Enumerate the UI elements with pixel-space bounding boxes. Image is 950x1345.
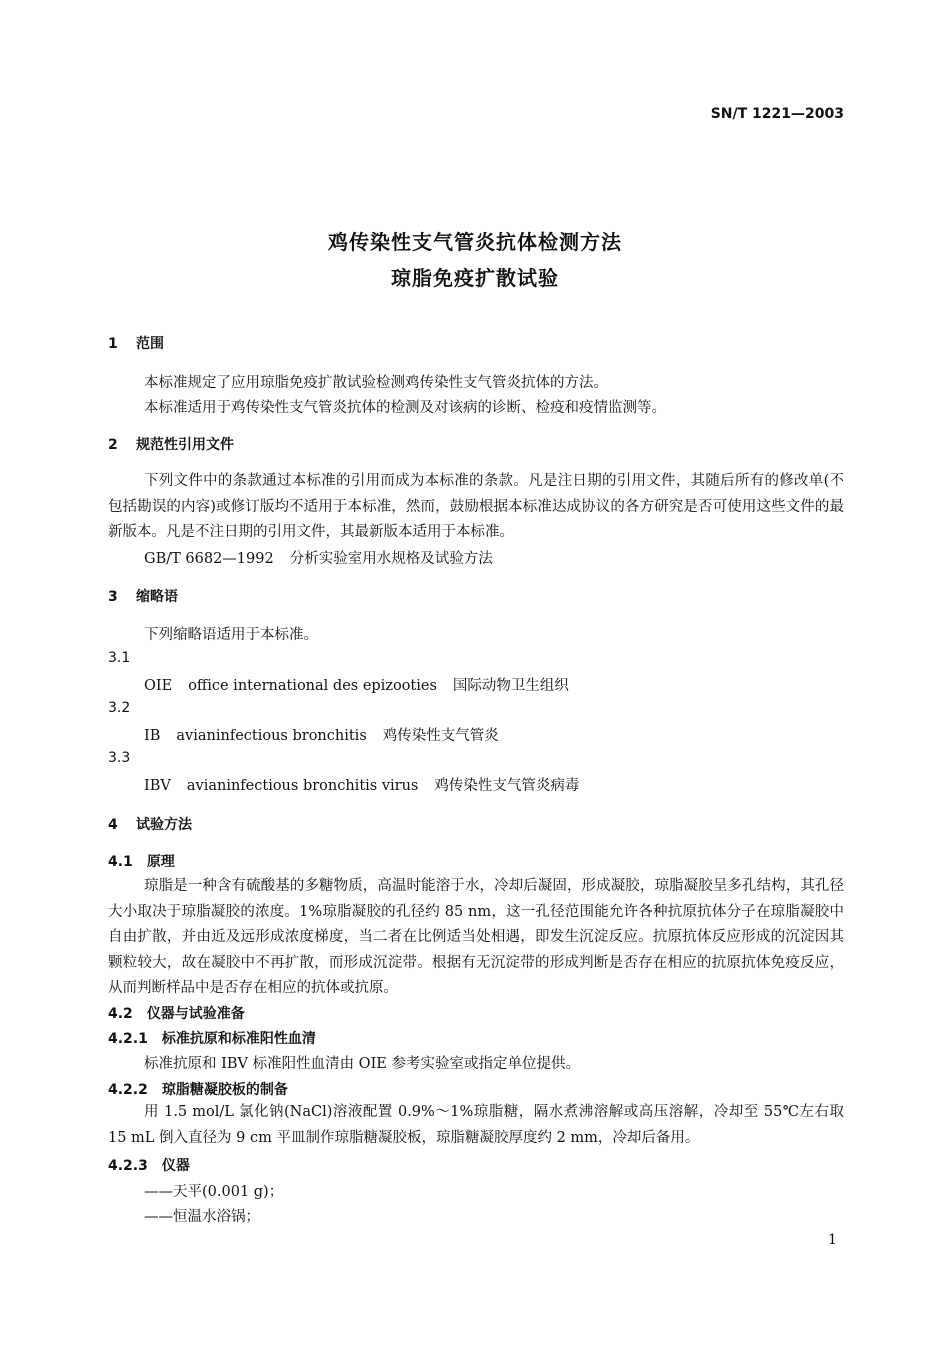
section-number: 3: [108, 589, 118, 605]
paragraph: 下列缩略语适用于本标准。: [144, 627, 318, 643]
section-title: 范围: [136, 336, 164, 352]
clause-title: 仪器: [161, 1158, 190, 1174]
reference-title: 分析实验室用水规格及试验方法: [289, 551, 493, 567]
abbreviation-cn: 鸡传染性支气管炎: [382, 728, 499, 744]
section-number: 1: [108, 336, 118, 352]
list-item: ——恒温水浴锅；: [144, 1209, 260, 1225]
abbreviation-entry: [144, 674, 569, 695]
document-subtitle: 琼脂免疫扩散试验: [391, 266, 559, 290]
abbreviation: OIE: [144, 678, 173, 694]
clause-title: 琼脂糖凝胶板的制备: [161, 1082, 288, 1098]
abbreviation-cn: 鸡传染性支气管炎病毒: [434, 778, 580, 794]
reference-code: GB/T 6682—1992: [144, 551, 274, 567]
paragraph: 用 1.5 mol/L 氯化钠(NaCl)溶液配置 0.9%～1%琼脂糖，隔水煮沸溶解或高压溶解，冷却至 55℃左右取 15 mL 倒入直径为 9 cm 平皿制作琼脂糖凝胶板，琼脂糖凝胶厚度约 2 mm，冷却后备用。: [108, 1104, 844, 1146]
clause-number: 4.2.1: [108, 1031, 148, 1047]
clause-number: 3.1: [108, 650, 131, 666]
paragraph: 本标准适用于鸡传染性支气管炎抗体的检测及对该病的诊断、检疫和疫情监测等。: [144, 400, 666, 416]
clause-number: 3.2: [108, 700, 131, 716]
section-1-heading: [108, 333, 164, 353]
list-item: ——天平(0.001 g)；: [144, 1184, 284, 1200]
paragraph: 下列文件中的条款通过本标准的引用而成为本标准的条款。凡是注日期的引用文件，其随后所有的修改单(不包括勘误的内容)或修订版均不适用于本标准，然而，鼓励根据本标准达成协议的各方研究是否可使用这些文件的最新版本。凡是不注日期的引用文件，其最新版本适用于本标准。: [108, 473, 844, 540]
abbreviation: IBV: [144, 778, 171, 794]
section-2-heading: [108, 434, 234, 454]
page-number: 1: [828, 1232, 837, 1248]
clause-number: 4.2.3: [108, 1158, 148, 1174]
section-number: 2: [108, 437, 118, 453]
document-title: 鸡传染性支气管炎抗体检测方法: [328, 230, 622, 254]
standard-code: SN/T 1221—2003: [710, 106, 844, 122]
normative-reference: [144, 547, 493, 568]
section-3-heading: [108, 586, 178, 606]
paragraph: 琼脂是一种含有硫酸基的多糖物质，高温时能溶于水，冷却后凝固，形成凝胶，琼脂凝胶呈多孔结构，其孔径大小取决于琼脂凝胶的浓度。1%琼脂凝胶的孔径约 85 nm，这一孔径范围能允许各种抗原抗体分子在琼脂凝胶中自由扩散，并由近及远形成浓度梯度，当二者在比例适当处相遇，即发生沉淀反应。抗原抗体反应形成的沉淀因其颗粒较大，故在凝胶中不再扩散，而形成沉淀带。根据有无沉淀带的形成判断是否存在相应的抗原抗体免疫反应，从而判断样品中是否存在相应的抗体或抗原。: [108, 878, 844, 996]
abbreviation-full: office international des epizooties: [188, 678, 437, 694]
clause-4-2-1-heading: [108, 1028, 316, 1048]
abbreviation: IB: [144, 728, 161, 744]
abbreviation-entry: [144, 724, 499, 745]
section-4-heading: [108, 814, 192, 834]
clause-title: 原理: [146, 854, 175, 870]
clause-title: 仪器与试验准备: [146, 1006, 245, 1022]
clause-number: 4.2.2: [108, 1082, 148, 1098]
section-title: 试验方法: [136, 817, 192, 833]
abbreviation-full: avianinfectious bronchitis virus: [186, 778, 419, 794]
paragraph: 本标准规定了应用琼脂免疫扩散试验检测鸡传染性支气管炎抗体的方法。: [144, 375, 608, 391]
clause-title: 标准抗原和标准阳性血清: [161, 1031, 316, 1047]
clause-number: 3.3: [108, 750, 131, 766]
section-title: 缩略语: [136, 589, 178, 605]
abbreviation-entry: [144, 774, 579, 795]
clause-4-2-heading: [108, 1003, 245, 1023]
abbreviation-cn: 国际动物卫生组织: [452, 678, 569, 694]
section-number: 4: [108, 817, 118, 833]
clause-4-2-2-heading: [108, 1079, 288, 1099]
clause-4-2-3-heading: [108, 1155, 190, 1175]
abbreviation-full: avianinfectious bronchitis: [176, 728, 367, 744]
clause-number: 4.2: [108, 1006, 133, 1022]
clause-number: 4.1: [108, 854, 133, 870]
section-title: 规范性引用文件: [136, 437, 234, 453]
clause-4-1-heading: [108, 851, 175, 871]
paragraph: 标准抗原和 IBV 标准阳性血清由 OIE 参考实验室或指定单位提供。: [144, 1056, 580, 1072]
